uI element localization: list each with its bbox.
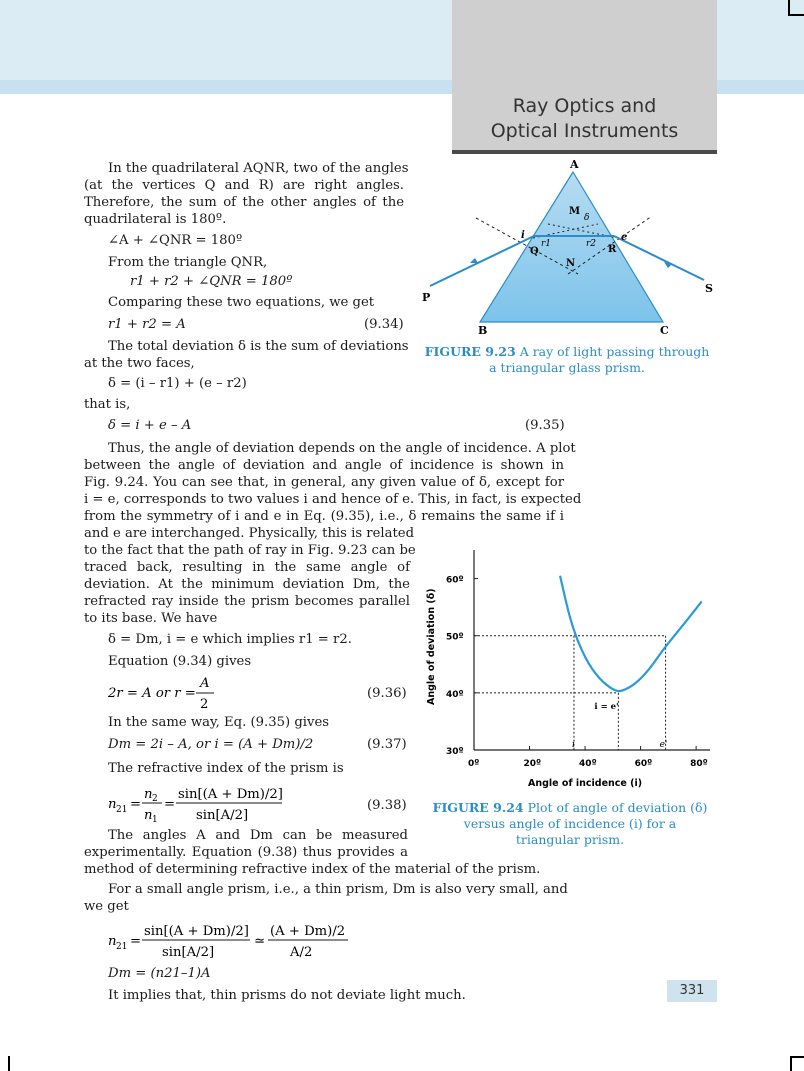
figure-9-23-caption-line2: a triangular glass prism. (489, 360, 645, 375)
eq-9-37: Dm = 2i – A, or i = (A + Dm)/2 (108, 737, 314, 752)
para1-line3: Therefore, the sum of the other angles of the (84, 195, 404, 210)
svg-text:=: = (130, 797, 142, 812)
from-triangle-text: From the triangle QNR, (108, 255, 268, 270)
svg-text:=: = (164, 797, 176, 812)
chapter-title-line1: Ray Optics and (512, 95, 657, 117)
label-R: R (608, 244, 617, 255)
label-r1: r1 (541, 239, 552, 249)
label-B: B (478, 324, 488, 337)
chapter-box-underline (452, 150, 717, 154)
label-r2: r2 (586, 239, 597, 249)
figure-9-24-chart (418, 540, 718, 795)
refractive-index-text: The refractive index of the prism is (108, 761, 344, 776)
svg-text:A/2: A/2 (290, 945, 313, 960)
svg-text:2: 2 (200, 697, 209, 712)
label-N: N (566, 258, 576, 269)
figure-9-23-prism (418, 156, 718, 341)
label-S: S (705, 282, 713, 295)
y-tick-label: 60º (446, 575, 464, 586)
svg-text:21: 21 (116, 942, 128, 952)
svg-text:sin[(A + Dm)/2]: sin[(A + Dm)/2] (144, 924, 249, 939)
x-tick-label: 80º (690, 759, 708, 769)
y-axis-label: Angle of deviation (δ) (426, 588, 437, 705)
x-tick-label: 20º (523, 759, 542, 769)
para3-line6: and e are interchanged. Physically, this is related (84, 526, 415, 541)
svg-text:n: n (144, 808, 153, 823)
svg-text:sin[A/2]: sin[A/2] (162, 945, 215, 960)
y-tick-label: 30º (446, 747, 464, 757)
label-A: A (570, 158, 579, 171)
eq-angle-sum: ∠A + ∠QNR = 180º (108, 233, 243, 248)
page-number: 331 (667, 980, 717, 1002)
para5-line2: we get (84, 899, 129, 914)
eq-9-38 (104, 782, 294, 826)
label-M: M (569, 206, 581, 217)
svg-text:n: n (108, 934, 117, 949)
eq-thin-prism (104, 918, 364, 964)
svg-text:1: 1 (152, 815, 158, 825)
label-e: e (621, 232, 628, 243)
y-tick-label: 50º (446, 632, 464, 643)
eq-9-38-number: (9.38) (367, 798, 407, 813)
label-i: i (521, 230, 525, 241)
svg-text:sin[A/2]: sin[A/2] (196, 808, 249, 823)
eq-min-deviation: δ = Dm, i = e which implies r1 = r2. (108, 632, 352, 647)
x-tick-label: 40º (579, 759, 597, 769)
para4-line3: method of determining refractive index of the material of the prism. (84, 862, 541, 877)
eq-9-35: δ = i + e – A (108, 418, 192, 433)
ray-arrow-left (470, 258, 478, 263)
x-axis-label: Angle of incidence (i) (528, 778, 643, 789)
label-P: P (422, 291, 431, 304)
annotation-e: e' (659, 740, 668, 750)
para5-line1: For a small angle prism, i.e., a thin prism, Dm is also very small, and (108, 882, 568, 897)
svg-text:n: n (108, 797, 117, 812)
figure-9-24-caption-line3: triangular prism. (515, 832, 625, 847)
para3-line7: to the fact that the path of ray in Fig. 9.23 can be (84, 543, 416, 558)
para3-line1: Thus, the angle of deviation depends on the angle of incidence. A plot (108, 441, 576, 456)
chapter-title-line2: Optical Instruments (490, 120, 679, 142)
label-Q: Q (530, 246, 539, 257)
para3-line4: i = e, corresponds to two values i and hence of e. This, in fact, is expected (84, 492, 582, 507)
para4-line2: experimentally. Equation (9.38) thus provides a (84, 845, 408, 860)
deviation-curve (560, 576, 702, 691)
svg-text:A: A (200, 676, 210, 691)
eq-9-34-number: (9.34) (364, 317, 404, 332)
eq934-gives-text: Equation (9.34) gives (108, 654, 252, 669)
svg-text:21: 21 (116, 805, 128, 815)
para3-line11: to its base. We have (84, 611, 218, 626)
y-tick-label: 40º (446, 689, 464, 700)
svg-text:≃: ≃ (254, 934, 266, 949)
comparing-text: Comparing these two equations, we get (108, 295, 375, 310)
x-tick-label: 60º (634, 759, 653, 769)
crop-mark-bottom-left (8, 1056, 10, 1071)
svg-text:2r = A or r =: 2r = A or r = (108, 686, 196, 701)
figure-9-23-caption-line1: A ray of light passing through (519, 344, 710, 359)
chapter-title (452, 94, 717, 144)
same-way-text: In the same way, Eq. (9.35) gives (108, 715, 330, 730)
eq-9-34: r1 + r2 = A (108, 317, 186, 332)
svg-text:2: 2 (152, 794, 158, 804)
eq-9-36-number: (9.36) (367, 686, 407, 701)
figure-9-24-caption-line2: versus angle of incidence (i) for a (463, 816, 677, 831)
para3-line3: Fig. 9.24. You can see that, in general, any given value of δ, except for (84, 475, 564, 490)
para4-line1: The angles A and Dm can be measured (108, 828, 408, 843)
eq-9-37-number: (9.37) (367, 737, 407, 752)
para3-line2: between the angle of deviation and angle of incidence is shown in (84, 458, 564, 473)
x-tick-label: 0º (468, 759, 480, 769)
eq-triangle-sum: r1 + r2 + ∠QNR = 180º (130, 274, 293, 289)
crop-mark-top-right-h (788, 14, 804, 16)
figure-9-24-label: FIGURE 9.24 (432, 800, 524, 815)
eq-thin-deviation: Dm = (n21–1)A (108, 966, 211, 981)
crop-mark-bottom-right (790, 1056, 792, 1071)
para3-line8: traced back, resulting in the same angle of (84, 560, 410, 575)
para3-line10: refracted ray inside the prism becomes parallel (84, 594, 410, 609)
para3-line9: deviation. At the minimum deviation Dm, the (84, 577, 410, 592)
svg-text:(A + Dm)/2: (A + Dm)/2 (270, 924, 346, 939)
para1-line4: quadrilateral is 180º. (84, 212, 227, 227)
figure-9-24-caption-line1: Plot of angle of deviation (δ) (527, 800, 708, 815)
final-text: It implies that, thin prisms do not deviate light much. (108, 988, 466, 1003)
annotation-i-equals-e: i = e' (594, 701, 619, 712)
para3-line5: from the symmetry of i and e in Eq. (9.35), i.e., δ remains the same if i (84, 509, 564, 524)
figure-9-23-caption (412, 344, 722, 376)
para2-line2: at the two faces, (84, 356, 195, 371)
eq-delta-sum: δ = (i – r1) + (e – r2) (108, 376, 247, 391)
annotation-i: i (571, 740, 575, 750)
eq-9-36 (104, 672, 224, 714)
label-delta: δ (584, 213, 590, 223)
crop-mark-bottom-right-h (790, 1056, 804, 1058)
figure-9-24-caption (420, 800, 720, 848)
svg-text:=: = (130, 934, 142, 949)
label-C: C (660, 324, 669, 337)
eq-9-35-number: (9.35) (525, 418, 565, 433)
that-is-text: that is, (84, 397, 131, 412)
para1-line2: (at the vertices Q and R) are right angles. (84, 178, 404, 193)
svg-text:sin[(A + Dm)/2]: sin[(A + Dm)/2] (178, 787, 283, 802)
para1-line1: In the quadrilateral AQNR, two of the angles (108, 161, 409, 176)
svg-text:n: n (144, 787, 153, 802)
figure-9-23-label: FIGURE 9.23 (424, 344, 516, 359)
para2-line1: The total deviation δ is the sum of deviations (108, 339, 409, 354)
